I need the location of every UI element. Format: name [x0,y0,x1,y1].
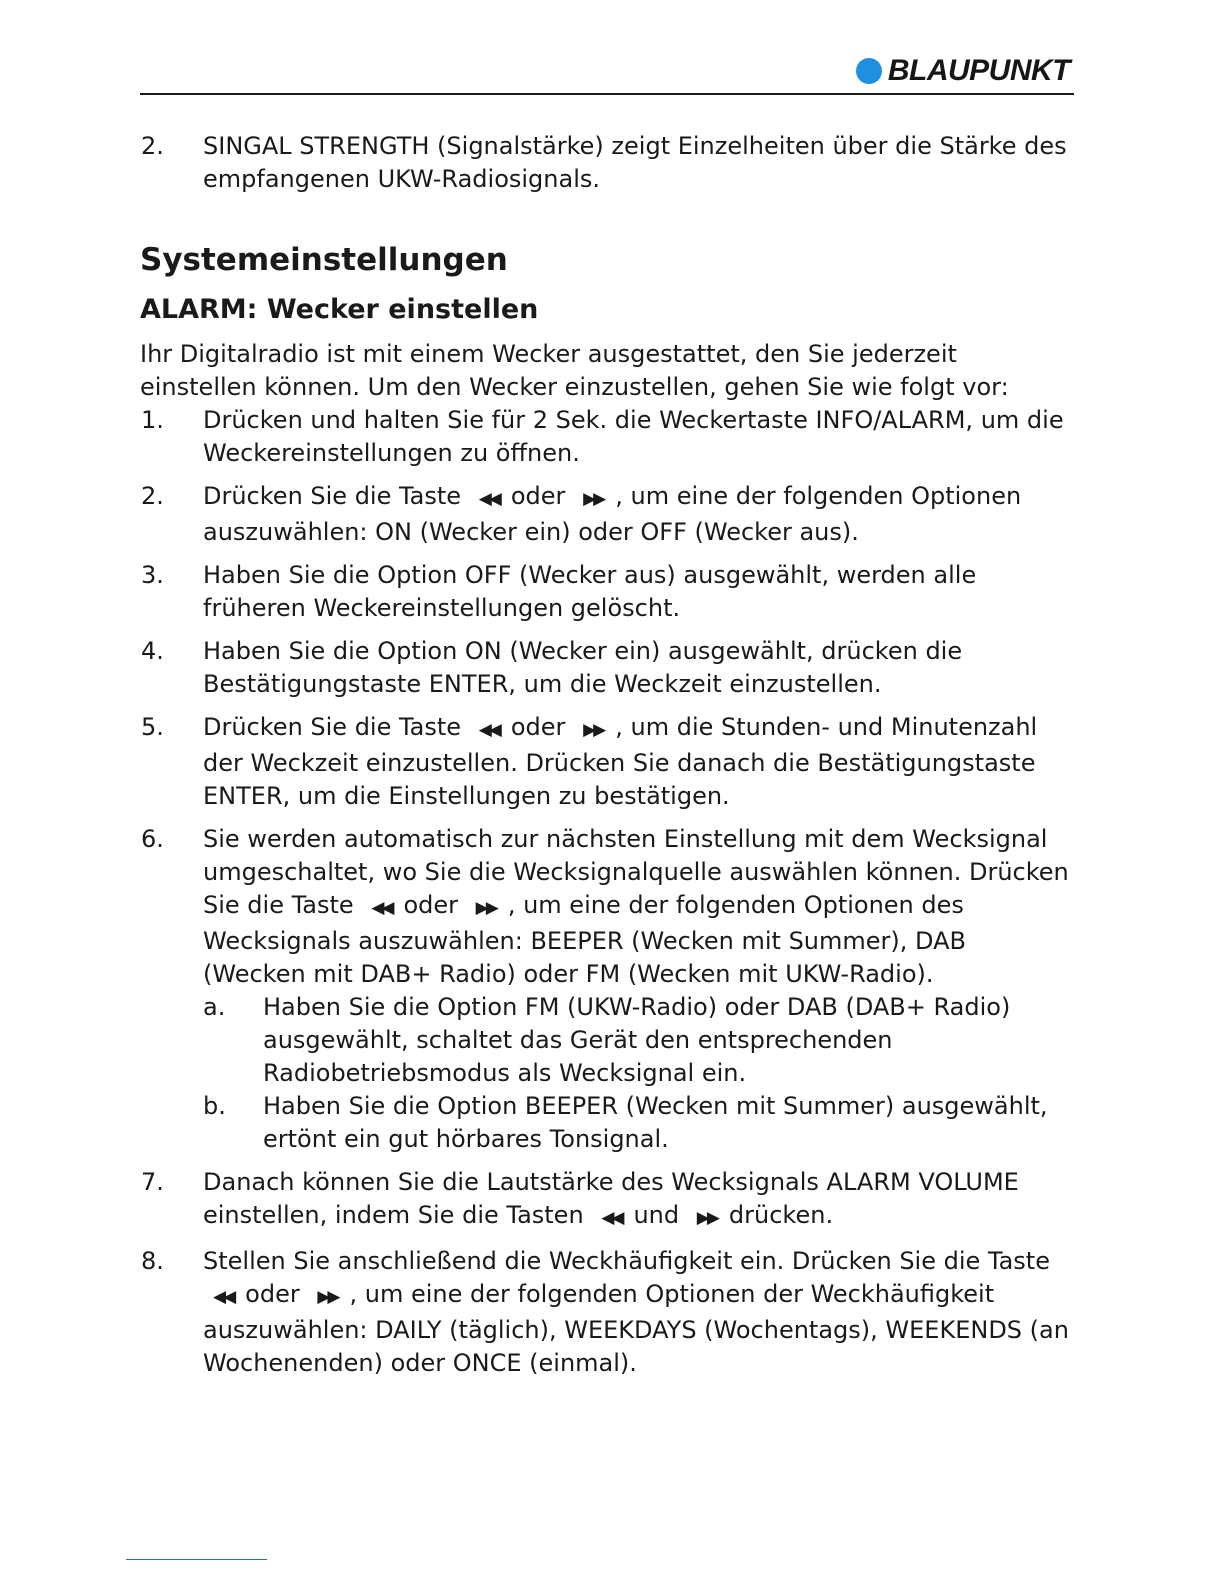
page-content [140,130,1075,1380]
forward-icon: ▶▶ [583,720,604,740]
rewind-icon: ◀◀ [213,1287,234,1307]
sub-item-letter: a. [203,993,226,1021]
step-text: Danach können Sie die Lautstärke des Wecksignals ALARM VOLUME einstellen, indem Sie die Tasten [203,1168,1019,1229]
step-text-cont: , um eine der folgenden Optionen auszuwählen: ON (Wecker ein) oder OFF (Wecker aus). [203,482,1022,546]
subsection-title: ALARM: Wecker einstellen [140,294,539,325]
step-3 [140,559,1075,625]
forward-icon: ▶▶ [317,1287,338,1307]
step-number: 4. [141,637,164,665]
step-number: 5. [141,713,164,741]
step-connector: und [633,1201,680,1229]
step-connector: oder [245,1280,300,1308]
step-number: 6. [141,825,164,853]
step-text-cont: , um eine der folgenden Optionen der Weckhäufigkeit auszuwählen: DAILY (täglich), WEEKDAYS (Wochentags), WEEKENDS (an Wochenenden) oder ONCE (einmal). [203,1280,1069,1377]
sub-item-text: Haben Sie die Option BEEPER (Wecken mit Summer) ausgewählt, ertönt ein gut hörbares Tonsignal. [263,1092,1048,1153]
step-text: Sie werden automatisch zur nächsten Einstellung mit dem Wecksignal umgeschaltet, wo Sie die Wecksignalquelle auswählen können. Drücken Sie die Taste [203,825,1069,919]
forward-icon: ▶▶ [475,898,496,918]
footer-link-line [126,1559,267,1560]
top-list-item [140,130,1075,196]
sub-item-a [203,991,1075,1090]
step-number: 1. [141,406,164,434]
step-text-cont: drücken. [728,1201,834,1229]
forward-icon: ▶▶ [696,1208,717,1228]
step-connector: oder [510,482,566,510]
item-number: 2. [141,132,164,160]
step-text-cont: , um eine der folgenden Optionen des Wecksignals auszuwählen: BEEPER (Wecken mit Summer), DAB (Wecken mit DAB+ Radio) oder FM (Wecken mit UKW-Radio). [203,891,966,988]
step-text: Drücken Sie die Taste [203,713,462,741]
step-text: Stellen Sie anschließend die Weckhäufigkeit ein. Drücken Sie die Taste [203,1247,1050,1275]
sub-item-letter: b. [203,1092,226,1120]
step-text: Haben Sie die Option OFF (Wecker aus) ausgewählt, werden alle früheren Weckereinstellungen gelöscht. [203,561,977,622]
sub-item-text: Haben Sie die Option FM (UKW-Radio) oder DAB (DAB+ Radio) ausgewählt, schaltet das Gerät den entsprechenden Radiobetriebsmodus als Wecksignal ein. [263,993,1011,1087]
intro-paragraph: Ihr Digitalradio ist mit einem Wecker ausgestattet, den Sie jederzeit einstellen können. Um den Wecker einzustellen, gehen Sie wie folgt vor: [140,340,1009,401]
brand-logo [856,54,1070,88]
section-title: Systemeinstellungen [140,242,508,278]
step-1 [140,404,1075,470]
step-text: Haben Sie die Option ON (Wecker ein) ausgewählt, drücken die Bestätigungstaste ENTER, um die Weckzeit einzustellen. [203,637,963,698]
item-text: SINGAL STRENGTH (Signalstärke) zeigt Einzelheiten über die Stärke des empfangenen UKW-Radiosignals. [203,132,1067,193]
step-number: 8. [141,1247,164,1275]
step-6 [140,823,1075,1156]
sub-item-b [203,1090,1075,1156]
step-number: 7. [141,1168,164,1196]
brand-name: BLAUPUNKT [887,54,1070,87]
forward-icon: ▶▶ [583,489,604,509]
rewind-icon: ◀◀ [478,489,499,509]
rewind-icon: ◀◀ [478,720,499,740]
step-number: 3. [141,561,164,589]
rewind-icon: ◀◀ [371,898,392,918]
step-number: 2. [141,482,164,510]
step-5 [140,711,1075,813]
step-text: Drücken Sie die Taste [203,482,462,510]
step-text: Drücken und halten Sie für 2 Sek. die Weckertaste INFO/ALARM, um die Weckereinstellungen zu öffnen. [203,406,1064,467]
step-4 [140,635,1075,701]
step-text-cont: , um die Stunden- und Minutenzahl der Weckzeit einzustellen. Drücken Sie danach die Bestätigungstaste ENTER, um die Einstellungen zu bestätigen. [203,713,1038,810]
step-connector: oder [510,713,566,741]
step-7 [140,1166,1075,1235]
step-2 [140,480,1075,549]
brand-dot-icon [856,58,882,84]
step-connector: oder [403,891,459,919]
header-rule [140,93,1074,95]
rewind-icon: ◀◀ [601,1208,622,1228]
step-8 [140,1245,1075,1380]
